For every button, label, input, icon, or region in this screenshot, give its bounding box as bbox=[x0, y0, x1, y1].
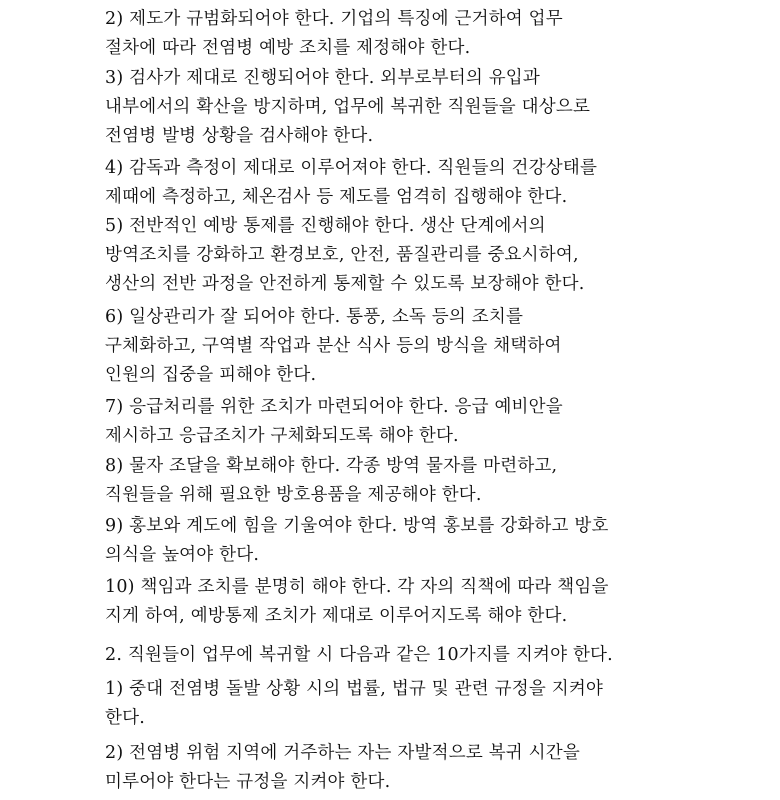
text-line: 내부에서의 확산을 방지하며, 업무에 복귀한 직원들을 대상으로 bbox=[105, 97, 591, 117]
paragraph-item-7 bbox=[105, 393, 695, 451]
paragraph-item-2 bbox=[105, 5, 695, 63]
text-line: 7) 응급처리를 위한 조치가 마련되어야 한다. 응급 예비안을 bbox=[105, 397, 563, 417]
paragraph-item-2b bbox=[105, 739, 695, 797]
text-line: 방역조치를 강화하고 환경보호, 안전, 품질관리를 중요시하여, bbox=[105, 245, 579, 265]
text-line: 미루어야 한다는 규정을 지켜야 한다. bbox=[105, 772, 391, 792]
text-line: 5) 전반적인 예방 통제를 진행해야 한다. 생산 단계에서의 bbox=[105, 216, 546, 236]
paragraph-item-6 bbox=[105, 303, 695, 390]
text-line: 2. 직원들이 업무에 복귀할 시 다음과 같은 10가지를 지켜야 한다. bbox=[105, 645, 613, 665]
paragraph-item-4 bbox=[105, 154, 695, 212]
paragraph-item-1 bbox=[105, 675, 695, 733]
paragraph-item-9 bbox=[105, 512, 695, 570]
paragraph-item-8 bbox=[105, 452, 695, 510]
paragraph-item-3 bbox=[105, 64, 695, 151]
paragraph-item-10 bbox=[105, 573, 695, 631]
text-line: 한다. bbox=[105, 708, 145, 728]
text-line: 4) 감독과 측정이 제대로 이루어져야 한다. 직원들의 건강상태를 bbox=[105, 158, 598, 178]
text-line: 직원들을 위해 필요한 방호용품을 제공해야 한다. bbox=[105, 485, 482, 505]
text-line: 3) 검사가 제대로 진행되어야 한다. 외부로부터의 유입과 bbox=[105, 68, 541, 88]
text-line: 2) 제도가 규범화되어야 한다. 기업의 특징에 근거하여 업무 bbox=[105, 9, 563, 29]
text-line: 1) 중대 전염병 돌발 상황 시의 법률, 법규 및 관련 규정을 지켜야 bbox=[105, 679, 604, 699]
text-line: 지게 하여, 예방통제 조치가 제대로 이루어지도록 해야 한다. bbox=[105, 606, 568, 626]
text-line: 8) 물자 조달을 확보해야 한다. 각종 방역 물자를 마련하고, bbox=[105, 456, 558, 476]
paragraph-item-5 bbox=[105, 212, 695, 299]
text-line: 제시하고 응급조치가 구체화되도록 해야 한다. bbox=[105, 426, 459, 446]
text-line: 생산의 전반 과정을 안전하게 통제할 수 있도록 보장해야 한다. bbox=[105, 274, 585, 294]
text-line: 6) 일상관리가 잘 되어야 한다. 통풍, 소독 등의 조치를 bbox=[105, 307, 524, 327]
text-line: 10) 책임과 조치를 분명히 해야 한다. 각 자의 직책에 따라 책임을 bbox=[105, 577, 609, 597]
text-line: 제때에 측정하고, 체온검사 등 제도를 엄격히 집행해야 한다. bbox=[105, 187, 568, 207]
text-line: 2) 전염병 위험 지역에 거주하는 자는 자발적으로 복귀 시간을 bbox=[105, 743, 580, 763]
text-line: 의식을 높여야 한다. bbox=[105, 545, 260, 565]
text-line: 절차에 따라 전염병 예방 조치를 제정해야 한다. bbox=[105, 38, 471, 58]
text-line: 구체화하고, 구역별 작업과 분산 식사 등의 방식을 채택하여 bbox=[105, 336, 562, 356]
section-heading bbox=[105, 641, 695, 670]
text-line: 전염병 발병 상황을 검사해야 한다. bbox=[105, 126, 374, 146]
text-line: 인원의 집중을 피해야 한다. bbox=[105, 365, 317, 385]
text-line: 9) 홍보와 계도에 힘을 기울여야 한다. 방역 홍보를 강화하고 방호 bbox=[105, 516, 609, 536]
